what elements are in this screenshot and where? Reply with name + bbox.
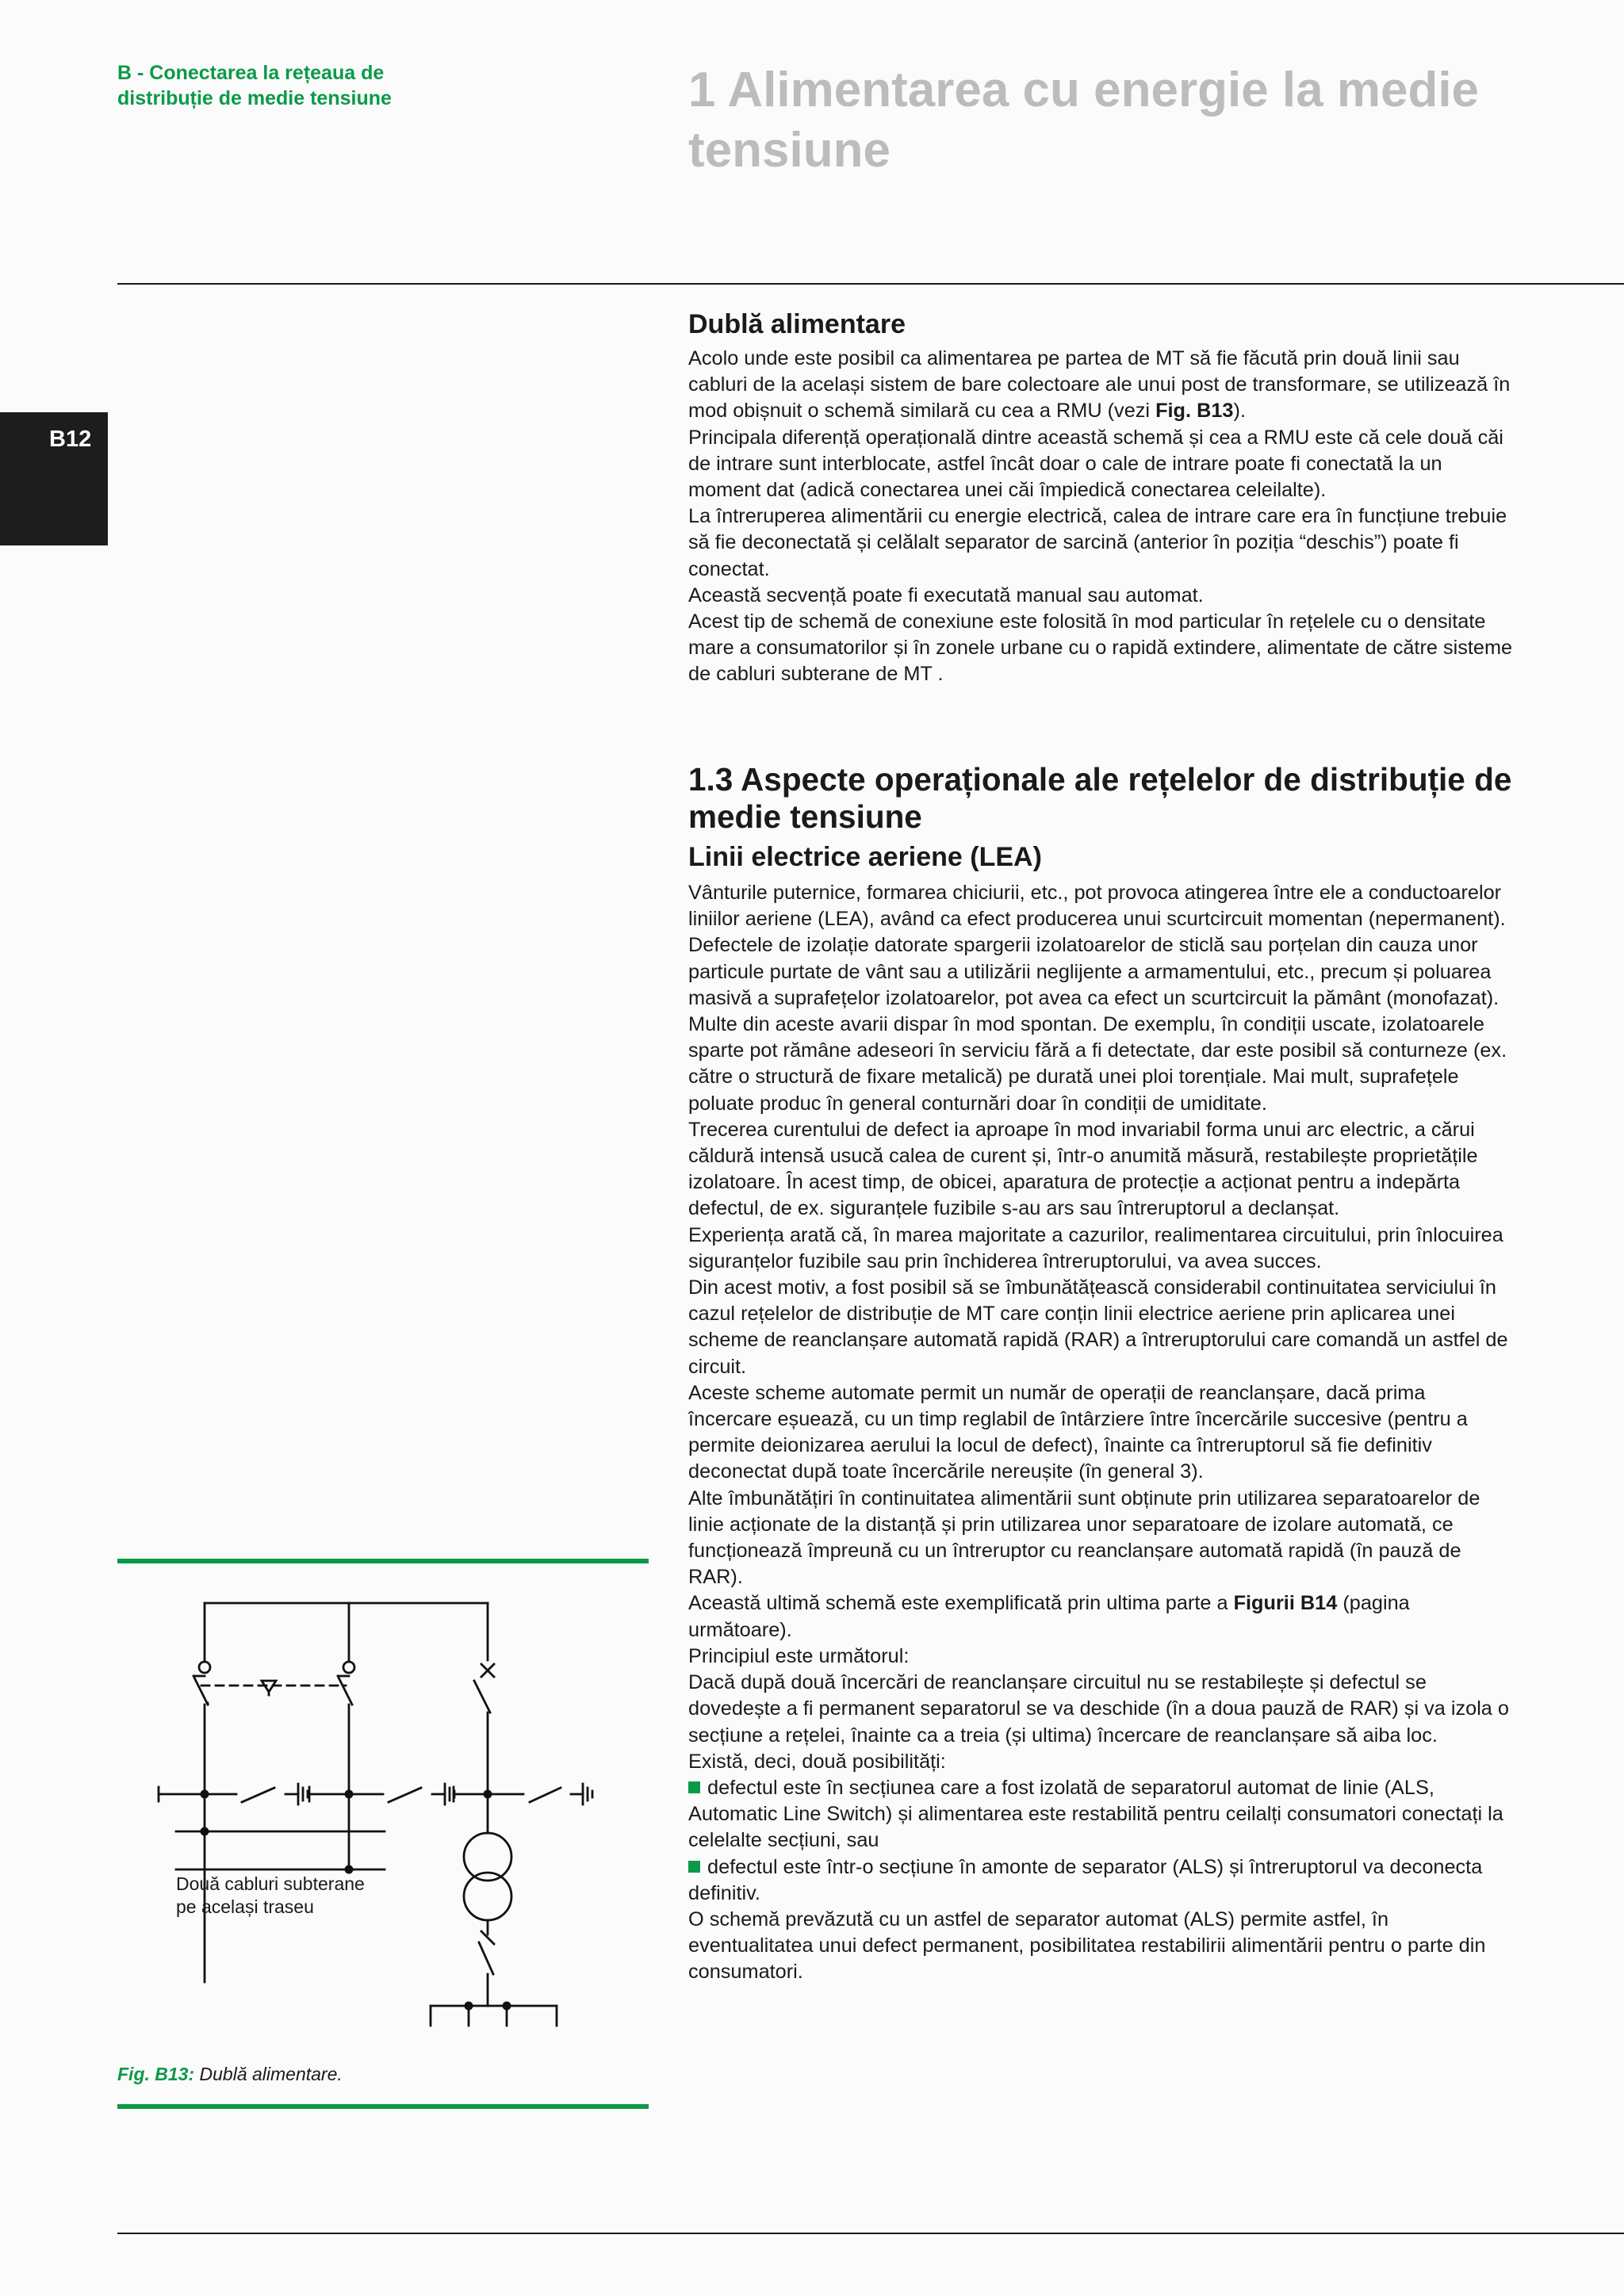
paragraph: Acest tip de schemă de conexiune este folosită în mod particular în rețelele cu o densitate mare a consumatorilor și în zonele urbane cu o rapidă extindere, alimentate de către sisteme de cabluri subterane de MT .: [688, 610, 1513, 686]
paragraph-text: (pagina următoare).: [688, 1592, 1410, 1641]
page-title: 1 Alimentarea cu energie la medie tensiune: [688, 63, 1480, 178]
paragraph: Din acest motiv, a fost posibil să se îmbunătățească considerabil continuitatea serviciului în cazul rețelelor de distribuție de MT care conțin linii electrice aeriene prin aplicarea unei scheme de reanclanșare automată rapidă (RAR) a întreruptorului care comandă un astfel de circuit.: [688, 1276, 1508, 1378]
figure-caption: [117, 2064, 343, 2085]
dual-supply-section: [688, 308, 1513, 688]
bullet-square-icon: [688, 1861, 700, 1873]
paragraph: Vânturile puternice, formarea chiciurii, etc., pot provoca atingerea între ele a conductoarelor liniilor aeriene (LEA), având ca efect producerea unui scurtcircuit momentan (nepermanent).: [688, 882, 1506, 931]
paragraph: La întreruperea alimentării cu energie electrică, calea de intrare care era în funcțiune trebuie să fie deconectată și celălalt separator de sarcină (anterior în poziția “deschis”) poate fi conectat.: [688, 505, 1507, 580]
paragraph: Dacă după două încercări de reanclanșare circuitul nu se restabilește și defectul se dovedește a fi permanent separatorul se va deschide (în a doua pauză de RAR) și va izola o secțiune a rețelei, înainte ca a treia (și ultima) încercare de reanclanșare să aiba loc.: [688, 1671, 1509, 1747]
paragraph-text: ).: [1233, 400, 1246, 423]
bullet-text: defectul este în secțiunea care a fost izolată de separatorul automat de linie (ALS, Automatic Line Switch) și alimentarea este restabilită pentru ceilalți consumatori conectați la celelalte secțiuni, sau: [688, 1776, 1503, 1852]
paragraph: [688, 346, 1513, 425]
paragraph: Multe din aceste avarii dispar în mod spontan. De exemplu, în condiții uscate, izolatoarele sparte pot rămâne adeseori în serviciu fără a fi detectate, dar este posibil să conturneze (ex. către o structură de fixare metalică) pe durată unei ploi torențiale. Mai mult, suprafețele poluate produc în general conturnări doar în condiții de umiditate.: [688, 1013, 1507, 1115]
bullet-item: [688, 1854, 1513, 1907]
paragraph: Există, deci, două posibilități:: [688, 1750, 946, 1773]
paragraph-text: Această ultimă schemă este exemplificată prin ultima parte a: [688, 1592, 1234, 1615]
paragraph-text: Acolo unde este posibil ca alimentarea pe partea de MT să fie făcută prin două linii sau cabluri de la același sistem de bare colectoare ale unui post de transformare, se utilizează în mod obișnuit o schemă similară cu cea a RMU (vezi: [688, 347, 1511, 423]
dual-supply-heading: Dublă alimentare: [688, 309, 906, 339]
dual-supply-diagram: [117, 1570, 649, 2045]
paragraph: Principiul este următorul:: [688, 1644, 910, 1667]
figure-top-rule: [117, 1559, 649, 1563]
section-heading: 1.3 Aspecte operaționale ale rețelelor de distribuție de medie tensiune: [688, 761, 1512, 835]
figure-inline-label: Două cabluri subterane pe același traseu: [176, 1873, 365, 1917]
paragraph: O schemă prevăzută cu un astfel de separator automat (ALS) permite astfel, în eventualitatea unui defect permanent, posibilitatea restabilirii alimentării pentru o parte din consumatori.: [688, 1908, 1486, 1984]
paragraph: Experiența arată că, în marea majoritate a cazurilor, realimentarea circuitului, prin înlocuirea siguranțelor fuzibile sau prin închiderea întreruptorului, va avea succes.: [688, 1223, 1503, 1272]
figure-reference: Figurii B14: [1233, 1592, 1338, 1615]
figure-reference: Fig. B13: [1155, 400, 1234, 423]
figure-caption-text: Dublă alimentare.: [194, 2064, 343, 2084]
page-tab-label: B12: [49, 427, 92, 452]
bullet-item: [688, 1775, 1513, 1854]
paragraph: [688, 1590, 1513, 1643]
bullet-square-icon: [688, 1781, 700, 1793]
footer-divider: [117, 2233, 1624, 2234]
paragraph: Această secvență poate fi executată manual sau automat.: [688, 584, 1204, 607]
figure-caption-label: Fig. B13:: [117, 2064, 195, 2084]
paragraph: Defectele de izolație datorate spargerii izolatoarelor de sticlă sau porțelan din cauza unor particule purtate de vânt sau a utilizării neglijente a armamentului, etc., precum și poluarea masivă a suprafețelor izolatoarelor, pot avea ca efect un scurtcircuit la pământ (monofazat).: [688, 934, 1500, 1009]
page-tab: [0, 412, 108, 545]
paragraph: Alte îmbunătățiri în continuitatea alimentării sunt obținute prin utilizarea separatoarelor de linie acționate de la distanță și prin utilizarea unor separatoare de izolare automată, ce funcționează împreună cu un întreruptor cu reanclanșare automată rapidă (în pauză de RAR).: [688, 1487, 1480, 1589]
paragraph: Aceste scheme automate permit un număr de operații de reanclanșare, dacă prima încercare eșuează, cu un timp reglabil de întârziere între încercările succesive (pentru a permite deionizarea aerului la locul de defect), înainte ca întreruptorul să fie definitiv deconectat după toate încercările nereușite (în general 3).: [688, 1381, 1468, 1483]
bullet-text: defectul este într-o secțiune în amonte de separator (ALS) și întreruptorul va deconecta definitiv.: [688, 1855, 1483, 1904]
chapter-title: B - Conectarea la rețeaua de distribuție de medie tensiune: [117, 62, 392, 109]
paragraph: Principala diferență operațională dintre această schemă și cea a RMU este că cele două căi de intrare sunt interblocate, astfel încât doar o cale de intrare poate fi conectată la un moment dat (adică conectarea unei căi împiedică conectarea celeilalte).: [688, 426, 1503, 502]
header-divider: [117, 283, 1624, 285]
section-subheading: Linii electrice aeriene (LEA): [688, 842, 1042, 872]
figure-bottom-rule: [117, 2104, 649, 2109]
operational-section: [688, 761, 1513, 1986]
paragraph: Trecerea curentului de defect ia aproape în mod invariabil forma unui arc electric, a cărui căldură intensă usucă calea de curent și, într-o anumită măsură, restabilește proprietățile izolatoare. În acest timp, de obicei, aparatura de protecție a acționat pentru a indepărta defectul, de ex. siguranțele fuzibile s-au ars sau întreruptorul a declanșat.: [688, 1118, 1478, 1220]
